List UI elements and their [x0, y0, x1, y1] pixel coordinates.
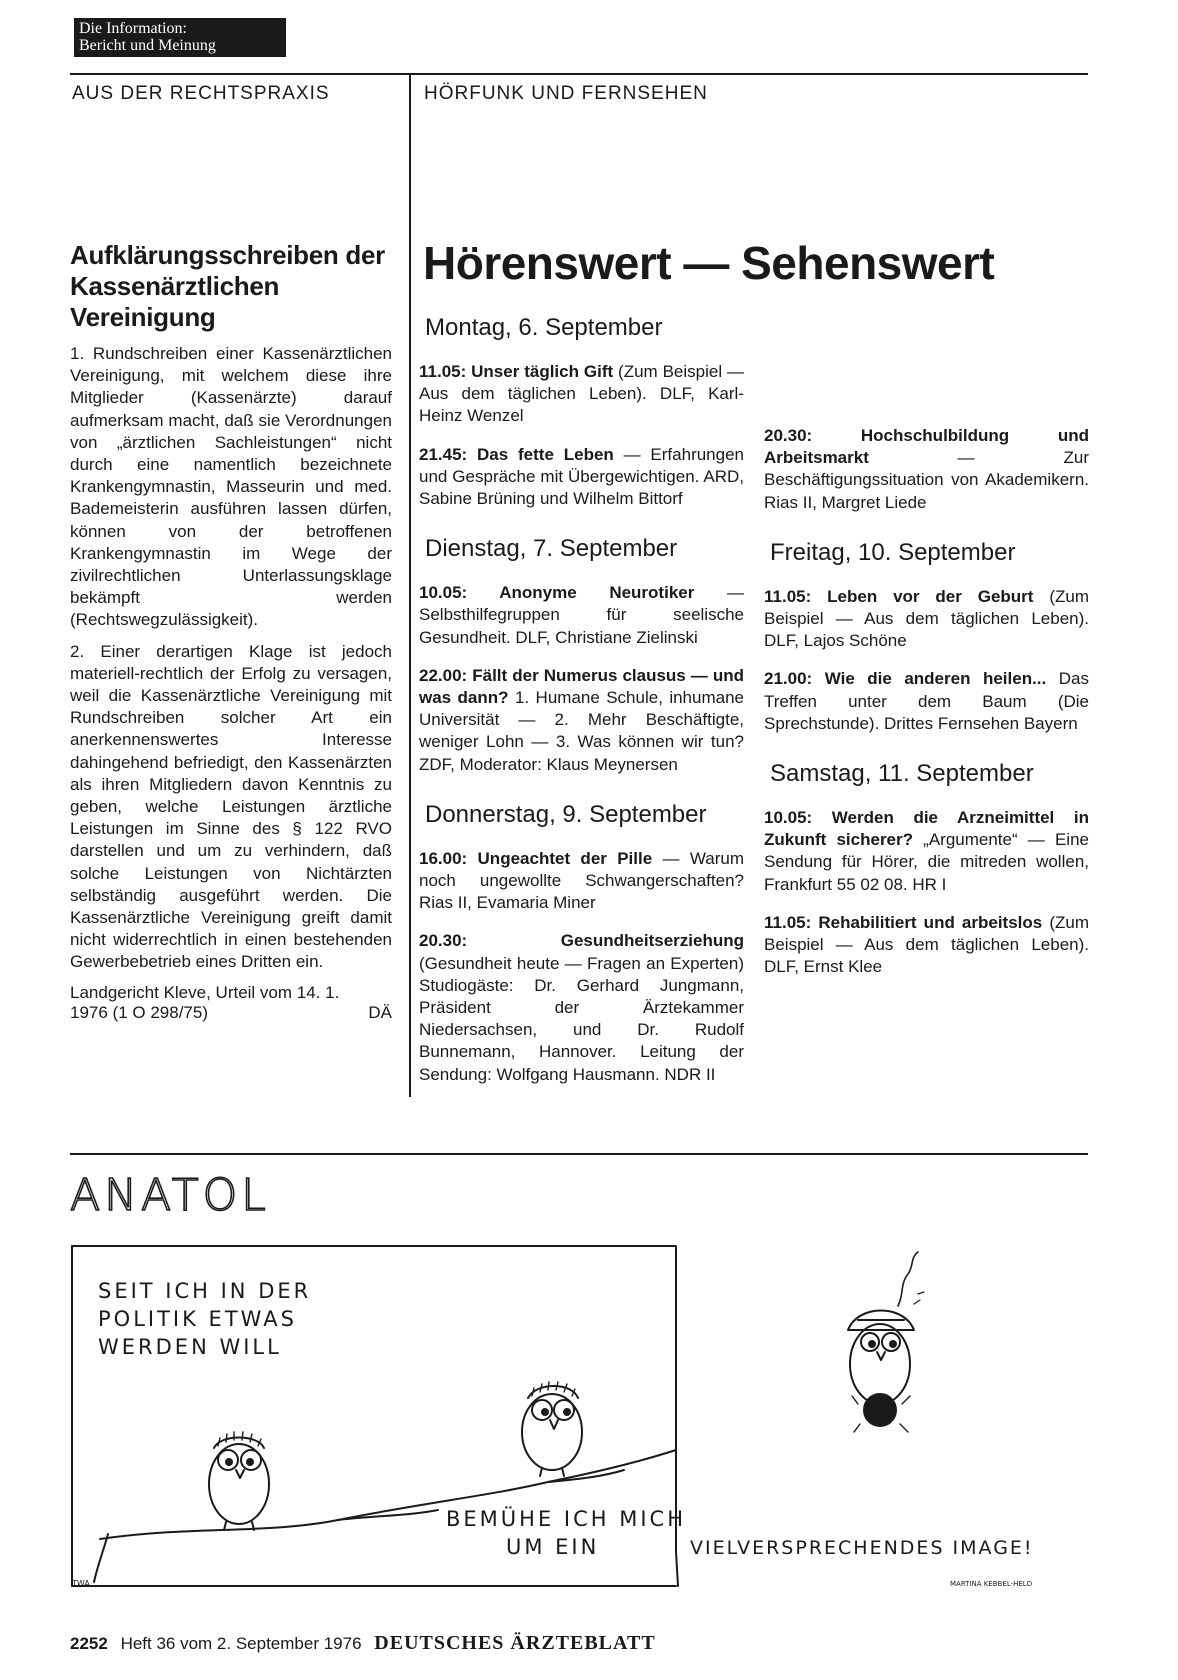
day-heading-saturday: Samstag, 11. September — [770, 760, 1034, 788]
rubric-hoerfunk: HÖRFUNK UND FERNSEHEN — [424, 83, 708, 104]
owl-right — [848, 1252, 924, 1432]
program-entry-head: 16.00: Ungeachtet der Pille — [419, 848, 653, 868]
comic-strip — [68, 1234, 1088, 1590]
page-footer — [70, 1632, 656, 1655]
program-entry-text: — Zur Beschäftigungssituation von Akademikern. Rias II, Margret Liede — [764, 448, 1089, 512]
comic-text-panel1-line2: POLITIK ETWAS — [98, 1307, 297, 1331]
comic-text-panel1-line3: WERDEN WILL — [98, 1335, 282, 1359]
top-rule — [70, 73, 1088, 75]
program-entry — [764, 912, 1089, 979]
radio-tv-title: Hörenswert — Sehenswert — [423, 237, 995, 289]
day-heading-tuesday: Dienstag, 7. September — [425, 535, 678, 563]
program-entry-text: (Zum Beispiel — Aus dem täglichen Leben). DLF, Lajos Schöne — [764, 586, 1089, 651]
legal-author: DÄ — [368, 1002, 392, 1022]
program-column-1 — [419, 313, 744, 1086]
masthead — [74, 18, 286, 57]
legal-source — [70, 983, 392, 1023]
legal-paragraph-1: 1. Rundschreiben einer Kassenärztlichen Vereinigung, mit welchem diese ihre Mitglieder (Kassenärzte) darauf aufmerksam macht, daß sie Verordnungen von „ärztlichen Sachleistungen“ nicht durch eine namentlich bezeichnete Krankengymnastin, Masseurin und med. Bademeisterin ausführen lassen dürfen, können von der betroffenen Krankengymnastin im Wege der zivilrechtlichen Unterlassungsklage bekämpft werden (Rechtswegzulässigkeit). — [70, 344, 392, 630]
comic-text-panel2-line2: UM EIN — [506, 1535, 600, 1559]
legal-article-title: Aufklärungsschreiben der Kassenärztlichen Vereinigung — [70, 240, 385, 332]
owl-middle — [522, 1382, 582, 1476]
program-entry-text: „Argumente“ — Eine Sendung für Hörer, die mitreden wollen, Frankfurt 55 02 08. HR I — [764, 830, 1089, 894]
program-entry — [764, 807, 1089, 896]
rubric-rechtspraxis: AUS DER RECHTSPRAXIS — [72, 83, 330, 104]
program-entry — [419, 444, 744, 511]
program-entry — [419, 582, 744, 649]
program-entry — [764, 586, 1089, 653]
program-entry-text: — Warum noch ungewollte Schwangerschaften? Rias II, Evamaria Miner — [419, 848, 744, 913]
program-entry-head: 20.30: Gesundheitserziehung — [419, 931, 744, 951]
program-entry — [419, 665, 744, 776]
comic-text-panel3-line1: VIELVERSPRECHENDES IMAGE! — [690, 1537, 1034, 1559]
program-entry — [764, 425, 1089, 514]
comic-text-panel2-line1: BEMÜHE ICH MICH — [446, 1507, 686, 1531]
program-entry-text: 1. Humane Schule, inhumane Universität — 2. Mehr Beschäftigte, weniger Lohn — 3. Was können wir tun? ZDF, Moderator: Klaus Meynersen — [419, 688, 744, 774]
comic-rule — [70, 1153, 1088, 1155]
program-entry-head: 20.30: Hochschulbildung und Arbeitsmarkt — [764, 426, 1089, 468]
legal-source-line-1: Landgericht Kleve, Urteil vom 14. 1. — [70, 982, 340, 1002]
program-entry-head: 10.05: Werden die Arzneimittel in Zukunft sicherer? — [764, 808, 1089, 850]
program-entry-text: (Zum Beispiel — Aus dem täglichen Leben). DLF, Ernst Klee — [764, 912, 1090, 977]
day-heading-monday: Montag, 6. September — [425, 314, 663, 341]
column-divider — [409, 73, 411, 1097]
program-entry-head: 11.05: Rehabilitiert und arbeitslos — [764, 912, 1043, 932]
program-entry-head: 11.05: Unser täglich Gift — [419, 362, 614, 381]
program-entry-head: 22.00: Fällt der Numerus clausus — und was dann? — [419, 665, 744, 708]
program-entry-text: (Zum Beispiel — Aus dem täglichen Leben). DLF, Karl-Heinz Wenzel — [419, 362, 744, 426]
program-entry — [419, 361, 744, 428]
magazine-name: DEUTSCHES ÄRZTEBLATT — [374, 1632, 656, 1654]
program-entry-head: 21.45: Das fette Leben — [419, 444, 614, 464]
issue-info: Heft 36 vom 2. September 1976 — [120, 1634, 362, 1653]
comic-initials: TWA — [72, 1579, 90, 1588]
masthead-line-1: Die Information: — [79, 20, 187, 37]
owl-left — [209, 1432, 269, 1530]
program-entry-head: 11.05: Leben vor der Geburt — [764, 586, 1034, 606]
legal-source-line-2: 1976 (1 O 298/75) — [70, 1002, 208, 1022]
program-entry — [764, 668, 1089, 735]
page-number: 2252 — [70, 1634, 108, 1653]
program-entry — [419, 848, 744, 915]
comic-title — [68, 1168, 308, 1220]
day-heading-friday: Freitag, 10. September — [770, 538, 1016, 566]
comic-text-panel1-line1: SEIT ICH IN DER — [98, 1279, 312, 1303]
program-column-2 — [764, 313, 1089, 994]
legal-article — [70, 240, 392, 1023]
comic-title-text: ANATOL — [70, 1170, 270, 1220]
program-entry-text: (Gesundheit heute — Fragen an Experten) Studiogäste: Dr. Gerhard Jungmann, Präsident der Ärztekammer Niedersachsen, und Dr. Rudolf Bunnemann, Hannover. Leitung der Sendung: Wolfgang Hausmann. NDR II — [419, 953, 744, 1084]
legal-paragraph-2: 2. Einer derartigen Klage ist jedoch materiell-rechtlich der Erfolg zu versagen, weil die Kassenärztliche Vereinigung mit Rundschreiben solcher Art ein anerkennenswertes Interesse dahingehend befriedigt, den Kassenärzten als ihren Mitgliedern davon Kenntnis zu geben, welche Leistungen ärztliche Leistungen im Sinne des § 122 RVO darstellen und um zu verhindern, daß solche Leistungen von Nichtärzten selbständig ausgeführt werden. Die Kassenärztliche Vereinigung greift damit nicht widerrechtlich in einen bestehenden Gewerbebetrieb eines Dritten ein. — [70, 641, 392, 972]
program-entry-text: Das Treffen unter dem Baum (Die Sprechstunde). Drittes Fernsehen Bayern — [764, 669, 1089, 733]
program-entry-continued — [419, 930, 744, 1085]
program-entry-head: 21.00: Wie die anderen heilen... — [764, 669, 1047, 689]
day-heading-thursday: Donnerstag, 9. September — [425, 800, 707, 828]
comic-signature: MARTINA KEBBEL-HELD — [950, 1580, 1033, 1588]
program-entry-text: — Erfahrungen und Gespräche mit Übergewichtigen. ARD, Sabine Brüning und Wilhelm Bittorf — [419, 444, 744, 509]
program-entry-head: 10.05: Anonyme Neurotiker — [419, 583, 695, 603]
program-entry-text: — Selbsthilfegruppen für seelische Gesundheit. DLF, Christiane Zielinski — [419, 583, 744, 647]
masthead-line-2: Bericht und Meinung — [79, 37, 216, 54]
